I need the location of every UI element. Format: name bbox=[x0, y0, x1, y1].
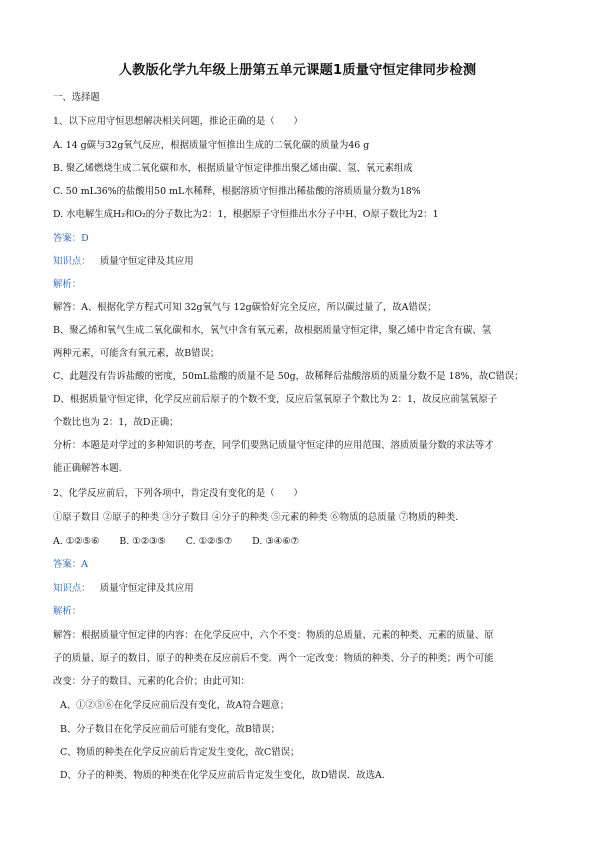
q1-knowledge bbox=[53, 255, 553, 268]
q2-option-b: B. ①②③⑤ bbox=[119, 536, 166, 547]
q2-option-d: D. ③④⑥⑦ bbox=[252, 536, 299, 547]
document-title: 人教版化学九年级上册第五单元课题1质量守恒定律同步检测 bbox=[118, 63, 477, 78]
q2-options bbox=[53, 535, 553, 548]
q2-answer: 答案：A bbox=[53, 559, 88, 570]
q1-knowledge-label: 知识点： bbox=[53, 256, 91, 267]
q1-option-a: A. 14 g碳与32g氧气反应，根据质量守恒推出生成的二氧化碳的质量为46 g bbox=[53, 140, 370, 151]
q2-knowledge bbox=[53, 582, 553, 595]
q2-explanation-line: 解答：根据质量守恒定律的内容：在化学反应中，六个不变：物质的总质量、元素的种类、元素的质量、原 bbox=[53, 630, 494, 641]
q1-explanation-line: 能正确解答本题. bbox=[53, 463, 122, 474]
q2-knowledge-label: 知识点： bbox=[53, 583, 91, 594]
q1-option-c: C. 50 mL36%的盐酸用50 mL水稀释，根据溶质守恒推出稀盐酸的溶质质量分数为18% bbox=[53, 186, 421, 197]
q2-explanation-line: B、分子数目在化学反应前后可能有变化，故B错误； bbox=[60, 724, 281, 735]
q1-knowledge-text: 质量守恒定律及其应用 bbox=[99, 256, 194, 267]
q1-explanation-line: B、聚乙烯和氧气生成二氧化碳和水，氧气中含有氧元素，故根据质量守恒定律，聚乙烯中肯定含有碳、氢 bbox=[53, 325, 492, 336]
q2-explanation-line: 改变：分子的数目、元素的化合价；由此可知： bbox=[53, 676, 250, 687]
q2-explanation-line: 子的质量、原子的数目、原子的种类在反应前后不变．两个一定改变：物质的种类、分子的种类；两个可能 bbox=[53, 653, 494, 664]
q2-explanation-line: C、物质的种类在化学反应前后肯定发生变化，故C错误； bbox=[60, 747, 300, 758]
q2-explanation-line: A、①②⑤⑥在化学反应前后没有变化，故A符合题意； bbox=[60, 700, 290, 711]
q2-option-c: C. ①②⑤⑦ bbox=[185, 536, 233, 547]
q1-analysis-label: 解析： bbox=[53, 279, 82, 290]
q2-analysis-label: 解析： bbox=[53, 606, 82, 617]
q1-answer: 答案：D bbox=[53, 233, 89, 244]
q1-explanation-line: 个数比也为 2：1，故D正确； bbox=[53, 417, 179, 428]
q2-stem: 2、化学反应前后，下列各项中，肯定没有变化的是（ ） bbox=[53, 488, 303, 499]
q1-explanation-line: 两种元素，可能含有氧元素，故B错误； bbox=[53, 348, 220, 359]
q2-option-a: A. ①②⑤⑥ bbox=[53, 536, 100, 547]
q1-explanation-line: C、此题没有告诉盐酸的密度，50mL盐酸的质量不是 50g，故稀释后盐酸溶质的质量分数不是 18%，故C错误； bbox=[53, 371, 524, 382]
q1-explanation-line: 解答：A、根据化学方程式可知 32g氧气与 12g碳恰好完全反应，所以碳过量了，故A错误； bbox=[53, 302, 437, 313]
q2-items: ①原子数目 ②原子的种类 ③分子数目 ④分子的种类 ⑤元素的种类 ⑥物质的总质量 ⑦物质的种类. bbox=[53, 512, 459, 523]
q2-knowledge-text: 质量守恒定律及其应用 bbox=[99, 583, 194, 594]
q1-stem: 1、以下应用守恒思想解决相关问题，推论正确的是（ ） bbox=[53, 116, 303, 127]
section-heading: 一、选择题 bbox=[53, 92, 100, 103]
q1-option-b: B. 聚乙烯燃烧生成二氧化碳和水，根据质量守恒定律推出聚乙烯由碳、氢、氧元素组成 bbox=[53, 163, 413, 174]
q2-explanation-line: D、分子的种类、物质的种类在化学反应前后肯定发生变化，故D错误．故选A． bbox=[60, 770, 392, 781]
q1-explanation-line: D、根据质量守恒定律，化学反应前后原子的个数不变，反应后氢氧原子个数比为 2：1，故反应前氢氧原子 bbox=[53, 394, 498, 405]
q1-explanation-line: 分析：本题是对学过的多种知识的考查，同学们要熟记质量守恒定律的应用范围、溶质质量分数的求法等才 bbox=[53, 440, 494, 451]
q1-option-d: D. 水电解生成H₂和O₂的分子数比为2：1，根据原子守恒推出水分子中H、O原子数比为2：1 bbox=[53, 209, 439, 220]
